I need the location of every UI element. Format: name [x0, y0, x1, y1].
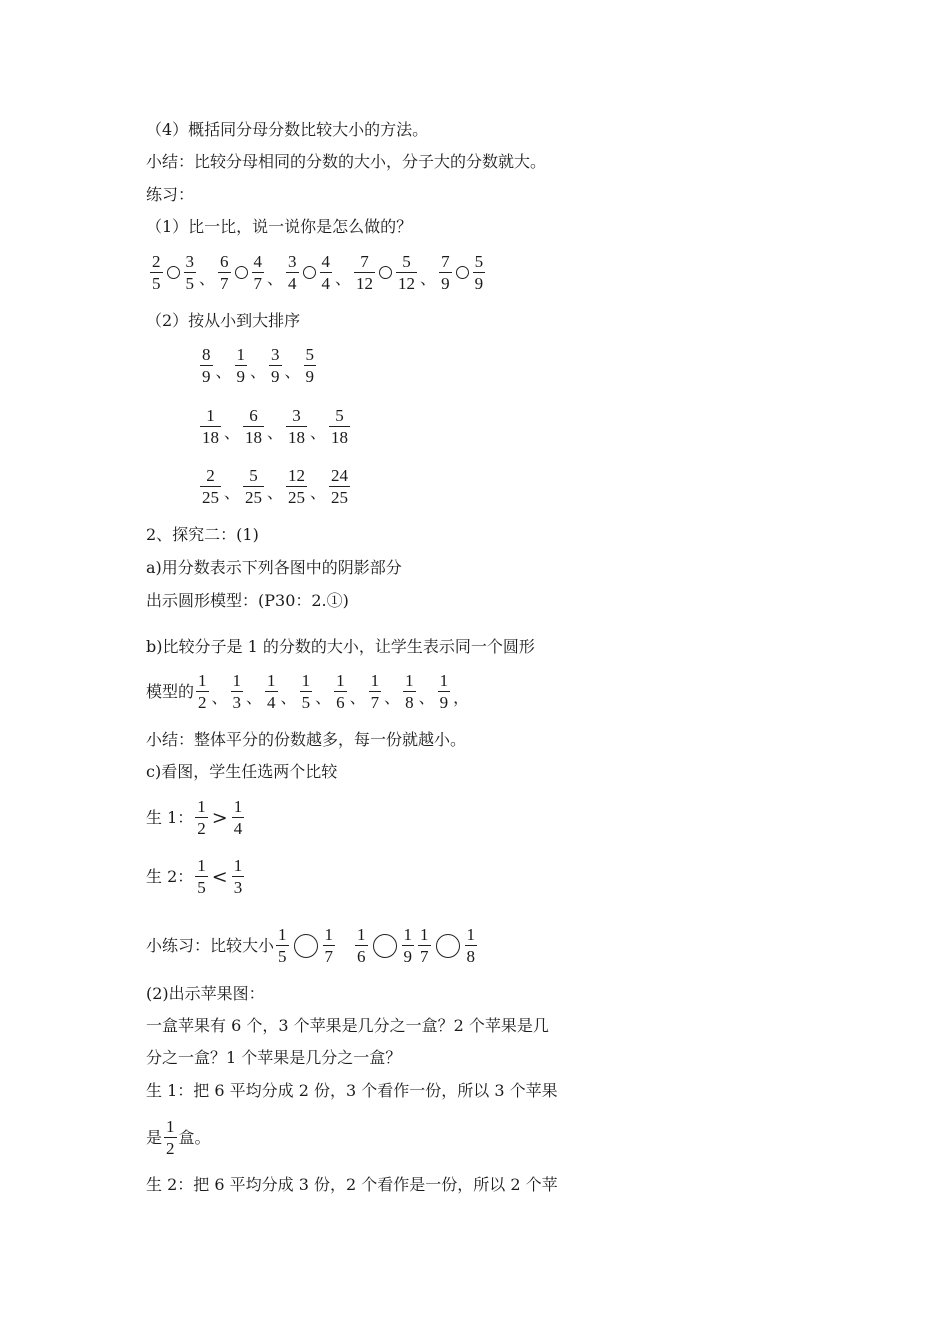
fraction — [300, 671, 313, 712]
fraction — [200, 406, 221, 447]
fraction-bar — [200, 365, 213, 366]
fraction-denominator: 9 — [271, 367, 280, 386]
fraction-denominator: 12 — [356, 274, 374, 293]
fraction-denominator: 7 — [324, 947, 334, 966]
heading-method-summary — [146, 120, 428, 140]
separator: 、 — [224, 423, 241, 442]
fraction-numerator: 1 — [466, 925, 476, 944]
fraction-denominator: 18 — [202, 428, 219, 447]
apple-question-2 — [146, 1048, 401, 1068]
fraction-numerator: 1 — [233, 797, 243, 816]
fraction-numerator: 1 — [324, 925, 334, 944]
fraction — [235, 345, 248, 386]
text: 生 1： — [146, 807, 194, 827]
fraction-denominator: 9 — [439, 693, 449, 712]
fraction-bar — [195, 876, 208, 877]
fraction-denominator: 12 — [398, 274, 416, 293]
fraction — [196, 671, 209, 712]
fraction-bar — [200, 486, 221, 487]
fraction-bar — [231, 691, 244, 692]
text: 模型的 — [146, 681, 195, 701]
mini-practice-row — [146, 925, 479, 966]
fraction-bar — [465, 945, 478, 946]
fraction — [195, 856, 208, 897]
text: （2）按从小到大排序 — [146, 311, 301, 330]
fraction-denominator: 9 — [305, 367, 315, 386]
fraction-numerator: 1 — [420, 925, 429, 944]
fraction-bar — [218, 272, 231, 273]
task-b — [146, 637, 535, 657]
fraction-denominator: 18 — [331, 428, 349, 447]
fraction-denominator: 6 — [336, 693, 345, 712]
separator: 、 — [335, 269, 352, 288]
fraction-numerator: 5 — [249, 466, 258, 485]
fraction — [243, 406, 264, 447]
fraction-bar — [200, 426, 221, 427]
fraction-denominator: 25 — [202, 488, 219, 507]
fraction — [150, 252, 163, 293]
fraction-numerator: 1 — [166, 1117, 175, 1136]
student-1-answer-result — [146, 1117, 211, 1158]
fraction — [243, 466, 264, 507]
fraction-bar — [403, 691, 416, 692]
fraction — [195, 797, 208, 838]
fraction-bar — [150, 272, 163, 273]
fraction — [323, 925, 336, 966]
fraction-bar — [473, 272, 486, 273]
separator: 、 — [418, 688, 435, 707]
fraction-bar — [304, 365, 317, 366]
separator: 、 — [250, 362, 267, 381]
fraction — [286, 252, 299, 293]
fraction-bar — [286, 426, 307, 427]
fraction-bar — [396, 272, 417, 273]
relation-sign: > — [211, 806, 228, 829]
fraction-numerator: 6 — [220, 252, 229, 271]
text: 2、探究二：(1) — [146, 525, 259, 544]
fraction-numerator: 1 — [206, 406, 215, 425]
fraction — [439, 252, 452, 293]
fraction — [276, 925, 289, 966]
fraction-numerator: 8 — [202, 345, 211, 364]
fraction-denominator: 5 — [152, 274, 161, 293]
fraction-numerator: 12 — [288, 466, 306, 485]
text: b)比较分子是 1 的分数的大小，让学生表示同一个圆形 — [146, 637, 535, 656]
fraction-denominator: 2 — [166, 1139, 175, 1158]
fraction-numerator: 1 — [197, 797, 206, 816]
fraction-bar — [402, 945, 415, 946]
exercise-1-prompt — [146, 217, 412, 237]
fraction — [265, 671, 278, 712]
fraction-denominator: 2 — [197, 819, 206, 838]
separator: ， — [453, 688, 470, 707]
fraction-bar — [276, 945, 289, 946]
fraction-numerator: 1 — [278, 925, 287, 944]
text: （4）概括同分母分数比较大小的方法。 — [146, 120, 429, 139]
fraction-numerator: 7 — [360, 252, 369, 271]
fraction-numerator: 1 — [405, 671, 414, 690]
separator: 、 — [215, 362, 232, 381]
fraction — [184, 252, 197, 293]
relation-sign: < — [211, 865, 228, 888]
fraction-denominator: 18 — [288, 428, 306, 447]
fraction — [369, 671, 382, 712]
fraction-bar — [196, 691, 209, 692]
fraction-numerator: 3 — [292, 406, 301, 425]
compare-circle-icon — [373, 934, 397, 958]
separator: 、 — [349, 688, 366, 707]
fraction-bar — [232, 876, 245, 877]
student-2-answer — [146, 1175, 558, 1195]
fraction — [304, 345, 317, 386]
fraction — [354, 252, 375, 293]
fraction-bar — [252, 272, 265, 273]
fraction-denominator: 2 — [198, 693, 207, 712]
fraction-numerator: 1 — [198, 671, 207, 690]
fraction-denominator: 18 — [245, 428, 263, 447]
text: 生 2： — [146, 866, 194, 886]
separator: 、 — [310, 423, 327, 442]
fraction-numerator: 2 — [152, 252, 161, 271]
task-c — [146, 762, 337, 782]
fraction-numerator: 7 — [441, 252, 450, 271]
comparison-row — [148, 252, 487, 293]
fraction-denominator: 3 — [232, 693, 242, 712]
fraction-denominator: 25 — [288, 488, 306, 507]
text: （1）比一比，说一说你是怎么做的？ — [146, 217, 413, 236]
fraction — [396, 252, 417, 293]
compare-circle-icon — [456, 266, 469, 279]
text: 小练习：比较大小 — [146, 935, 275, 955]
fraction — [465, 925, 478, 966]
fraction-bar — [243, 426, 264, 427]
fraction-numerator: 1 — [233, 856, 243, 875]
fraction-bar — [323, 945, 336, 946]
fraction-denominator: 4 — [288, 274, 297, 293]
fraction-bar — [320, 272, 333, 273]
text: 生 1：把 6 平均分成 2 份，3 个看作一份，所以 3 个苹果 — [146, 1081, 558, 1100]
fraction-denominator: 7 — [253, 274, 263, 293]
fraction — [252, 252, 265, 293]
ordering-row-2 — [198, 406, 352, 447]
fraction-bar — [354, 272, 375, 273]
fraction — [473, 252, 486, 293]
fraction-denominator: 25 — [331, 488, 349, 507]
fraction-numerator: 4 — [253, 252, 263, 271]
fraction-denominator: 7 — [370, 693, 380, 712]
fraction — [232, 856, 245, 897]
fraction-bar — [269, 365, 282, 366]
fraction-bar — [184, 272, 197, 273]
text: 一盒苹果有 6 个，3 个苹果是几分之一盒？2 个苹果是几 — [146, 1016, 549, 1035]
text: a)用分数表示下列各图中的阴影部分 — [146, 558, 402, 577]
separator: 、 — [420, 269, 437, 288]
text: (2)出示苹果图： — [146, 984, 265, 1003]
separator: 、 — [315, 688, 332, 707]
fraction-bar — [439, 272, 452, 273]
fraction-denominator: 5 — [197, 878, 206, 897]
fraction-denominator: 4 — [267, 693, 276, 712]
separator: 、 — [224, 483, 241, 502]
text: 是 — [146, 1127, 163, 1147]
fraction-bar — [164, 1137, 177, 1138]
separator: 、 — [284, 362, 301, 381]
apple-question-1 — [146, 1016, 549, 1036]
fraction-numerator: 5 — [474, 252, 484, 271]
fraction-numerator: 1 — [267, 671, 276, 690]
fraction-denominator: 6 — [357, 947, 366, 966]
fraction — [286, 406, 307, 447]
separator: 、 — [199, 269, 216, 288]
text: 练习： — [146, 185, 195, 204]
fraction-denominator: 9 — [441, 274, 450, 293]
student-2-comparison — [146, 856, 246, 897]
student-1-comparison — [146, 797, 246, 838]
fraction — [438, 671, 451, 712]
fraction-bar — [235, 365, 248, 366]
fraction-denominator: 5 — [301, 693, 311, 712]
fraction-numerator: 3 — [288, 252, 297, 271]
fraction — [329, 466, 350, 507]
text: 小结：比较分母相同的分数的大小，分子大的分数就大。 — [146, 152, 547, 171]
separator: 、 — [267, 269, 284, 288]
fraction-bar — [438, 691, 451, 692]
fraction-numerator: 1 — [370, 671, 380, 690]
fraction-bar — [232, 817, 245, 818]
fraction-numerator: 1 — [403, 925, 413, 944]
fraction-numerator: 1 — [357, 925, 366, 944]
text: 分之一盒？1 个苹果是几分之一盒？ — [146, 1048, 402, 1067]
compare-circle-icon — [379, 266, 392, 279]
fraction-denominator: 9 — [202, 367, 211, 386]
fraction-numerator: 5 — [402, 252, 411, 271]
separator: 、 — [267, 483, 284, 502]
fraction-numerator: 3 — [185, 252, 194, 271]
student-1-answer — [146, 1081, 558, 1101]
fraction-bar — [195, 817, 208, 818]
fraction — [232, 797, 245, 838]
compare-circle-icon — [436, 934, 460, 958]
fraction-denominator: 4 — [233, 819, 243, 838]
fraction — [200, 466, 221, 507]
compare-circle-icon — [235, 266, 248, 279]
fraction-numerator: 1 — [336, 671, 345, 690]
fraction-numerator: 5 — [305, 345, 315, 364]
separator: 、 — [267, 423, 284, 442]
fraction — [218, 252, 231, 293]
fraction — [355, 925, 368, 966]
fraction-denominator: 7 — [420, 947, 429, 966]
fraction-numerator: 1 — [439, 671, 449, 690]
fraction-bar — [355, 945, 368, 946]
fraction — [231, 671, 244, 712]
fraction-denominator: 25 — [245, 488, 263, 507]
compare-circle-icon — [303, 266, 316, 279]
fraction — [269, 345, 282, 386]
fraction-bar — [286, 486, 307, 487]
fraction — [403, 671, 416, 712]
separator: 、 — [246, 688, 263, 707]
show-apple-picture — [146, 984, 265, 1004]
fraction-numerator: 6 — [249, 406, 258, 425]
fraction-denominator: 9 — [474, 274, 484, 293]
practice-label — [146, 185, 194, 205]
exercise-2-prompt — [146, 311, 300, 331]
fraction-bar — [265, 691, 278, 692]
fraction-bar — [286, 272, 299, 273]
text: c)看图，学生任选两个比较 — [146, 762, 338, 781]
fraction-numerator: 4 — [321, 252, 331, 271]
fraction-denominator: 8 — [466, 947, 476, 966]
fraction — [164, 1117, 177, 1158]
fraction-denominator: 5 — [185, 274, 194, 293]
fraction-denominator: 5 — [278, 947, 287, 966]
fraction-numerator: 1 — [232, 671, 242, 690]
fraction-bar — [329, 426, 350, 427]
fraction — [402, 925, 415, 966]
fraction-denominator: 8 — [405, 693, 414, 712]
text: 盒。 — [178, 1127, 211, 1147]
fraction-numerator: 1 — [236, 345, 246, 364]
fraction — [200, 345, 213, 386]
fraction-numerator: 1 — [197, 856, 206, 875]
text: 小结：整体平分的份数越多，每一份就越小。 — [146, 730, 467, 749]
section-explore-2 — [146, 525, 259, 545]
show-circle-model — [146, 591, 349, 611]
separator: 、 — [211, 688, 228, 707]
summary-same-denominator — [146, 152, 546, 172]
fraction-bar — [329, 486, 350, 487]
compare-circle-icon — [294, 934, 318, 958]
ordering-row-1 — [198, 345, 318, 386]
fraction — [334, 671, 347, 712]
fraction-denominator: 7 — [220, 274, 229, 293]
separator: 、 — [384, 688, 401, 707]
fraction — [329, 406, 350, 447]
fraction-denominator: 9 — [403, 947, 413, 966]
fraction-bar — [334, 691, 347, 692]
fraction-denominator: 4 — [321, 274, 331, 293]
fraction — [418, 925, 431, 966]
fraction — [286, 466, 307, 507]
text: 生 2：把 6 平均分成 3 份，2 个看作是一份，所以 2 个苹 — [146, 1175, 558, 1194]
separator: 、 — [280, 688, 297, 707]
fraction-numerator: 2 — [206, 466, 215, 485]
fraction-bar — [369, 691, 382, 692]
fraction — [320, 252, 333, 293]
fraction-numerator: 1 — [301, 671, 311, 690]
fraction-numerator: 3 — [271, 345, 280, 364]
fraction-denominator: 3 — [233, 878, 243, 897]
unit-fractions-row — [146, 671, 470, 712]
text: 出示圆形模型：(P30：2.①) — [146, 591, 349, 610]
fraction-bar — [243, 486, 264, 487]
summary-more-parts — [146, 730, 466, 750]
fraction-numerator: 24 — [331, 466, 349, 485]
fraction-bar — [300, 691, 313, 692]
separator: 、 — [310, 483, 327, 502]
fraction-numerator: 5 — [335, 406, 344, 425]
task-a — [146, 558, 402, 578]
fraction-denominator: 9 — [236, 367, 246, 386]
compare-circle-icon — [167, 266, 180, 279]
ordering-row-3 — [198, 466, 352, 507]
fraction-bar — [418, 945, 431, 946]
